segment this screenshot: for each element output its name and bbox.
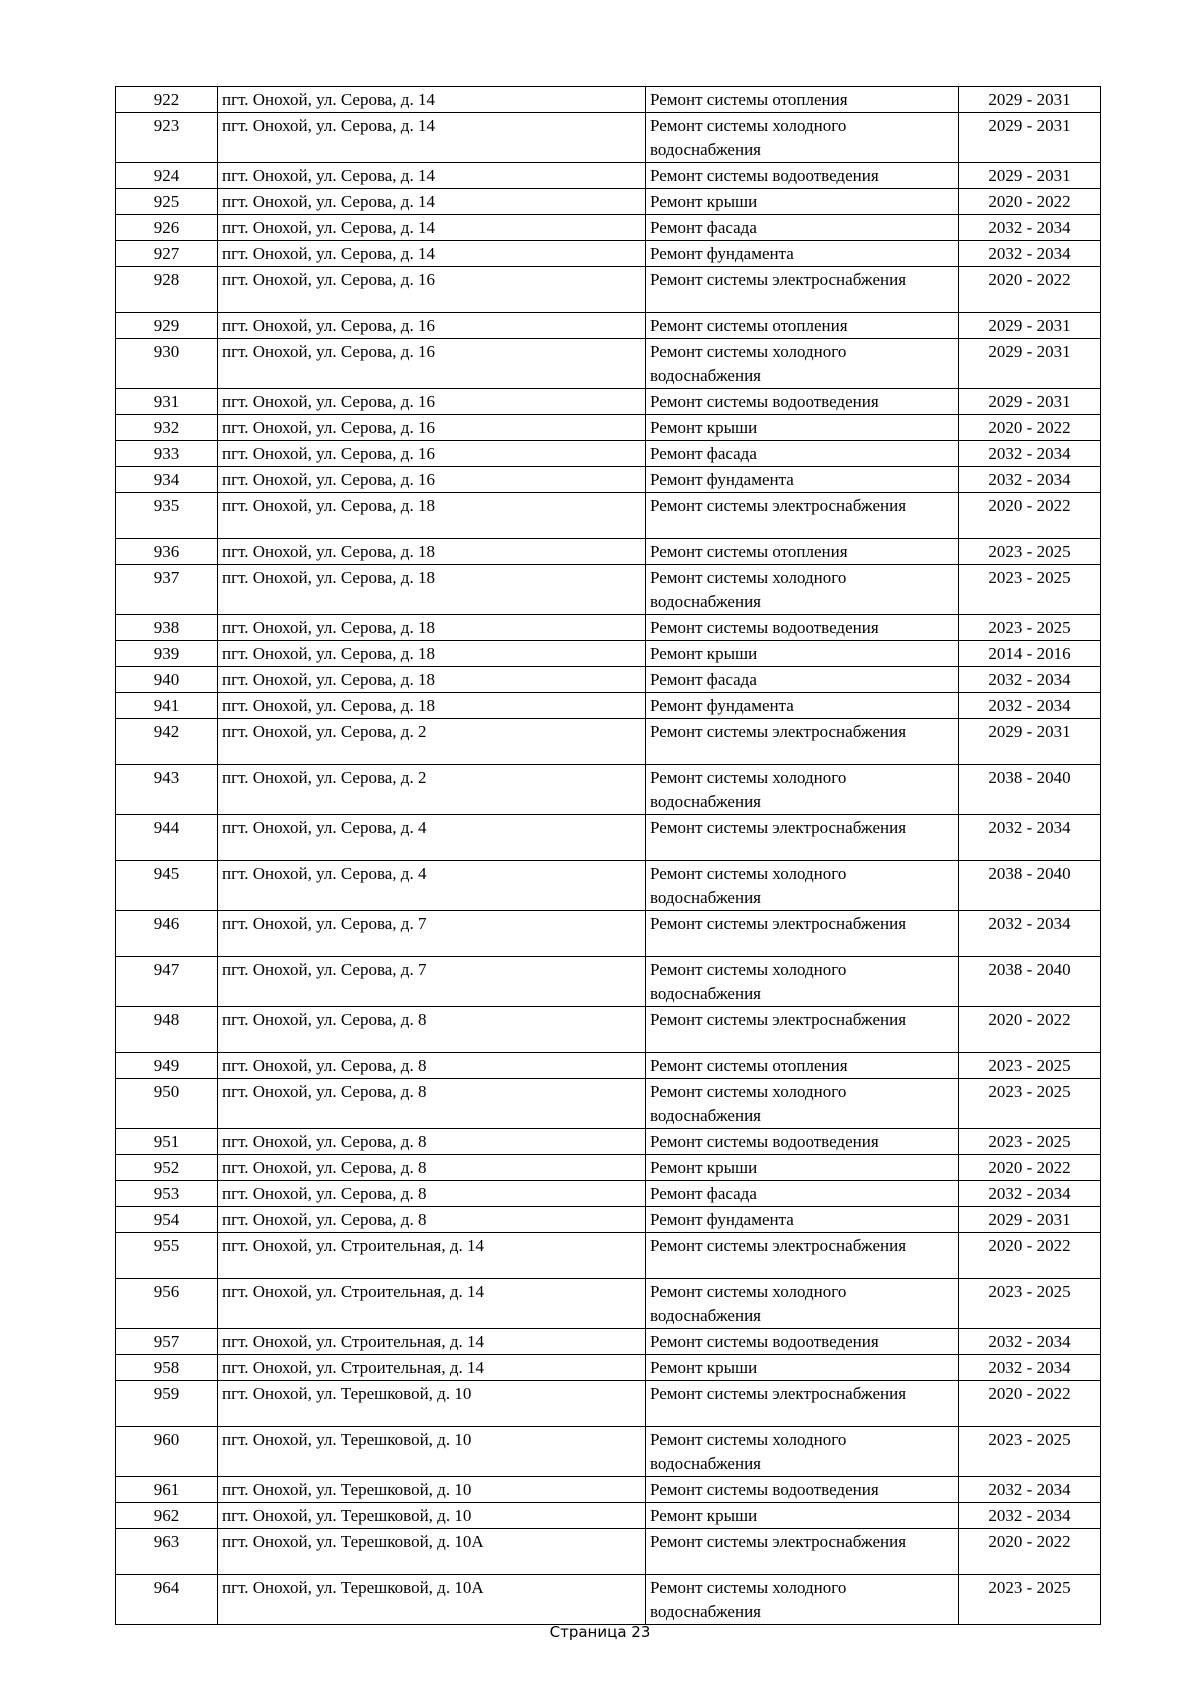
table-row (116, 189, 1101, 215)
table-row (116, 615, 1101, 641)
period-cell: 2038 - 2040 (959, 957, 1101, 1007)
table-row (116, 87, 1101, 113)
address-cell: пгт. Онохой, ул. Строительная, д. 14 (218, 1355, 646, 1381)
address-cell: пгт. Онохой, ул. Строительная, д. 14 (218, 1329, 646, 1355)
row-number-cell: 953 (116, 1181, 218, 1207)
address-cell: пгт. Онохой, ул. Серова, д. 18 (218, 539, 646, 565)
period-cell: 2032 - 2034 (959, 441, 1101, 467)
address-cell: пгт. Онохой, ул. Серова, д. 16 (218, 415, 646, 441)
work-type-cell: Ремонт системы отопления (646, 539, 959, 565)
address-cell: пгт. Онохой, ул. Серова, д. 7 (218, 957, 646, 1007)
table-row (116, 911, 1101, 957)
work-type-cell: Ремонт системы водоотведения (646, 1129, 959, 1155)
table-row (116, 1279, 1101, 1329)
table-row (116, 1053, 1101, 1079)
row-number-cell: 946 (116, 911, 218, 957)
address-cell: пгт. Онохой, ул. Серова, д. 16 (218, 267, 646, 313)
work-type-cell: Ремонт системы электроснабжения (646, 911, 959, 957)
table-row (116, 1575, 1101, 1625)
work-type-cell: Ремонт фасада (646, 667, 959, 693)
address-cell: пгт. Онохой, ул. Серова, д. 18 (218, 667, 646, 693)
table-row (116, 957, 1101, 1007)
table-row (116, 441, 1101, 467)
period-cell: 2029 - 2031 (959, 163, 1101, 189)
address-cell: пгт. Онохой, ул. Серова, д. 8 (218, 1007, 646, 1053)
work-type-cell: Ремонт системы холодного водоснабжения (646, 765, 959, 815)
page-number: Страница 23 (549, 1623, 651, 1641)
table-row (116, 1381, 1101, 1427)
table-row (116, 467, 1101, 493)
address-cell: пгт. Онохой, ул. Строительная, д. 14 (218, 1279, 646, 1329)
table-row (116, 493, 1101, 539)
row-number-cell: 960 (116, 1427, 218, 1477)
address-cell: пгт. Онохой, ул. Серова, д. 16 (218, 339, 646, 389)
table-row (116, 693, 1101, 719)
period-cell: 2032 - 2034 (959, 467, 1101, 493)
table-row (116, 765, 1101, 815)
address-cell: пгт. Онохой, ул. Серова, д. 8 (218, 1053, 646, 1079)
row-number-cell: 958 (116, 1355, 218, 1381)
row-number-cell: 951 (116, 1129, 218, 1155)
table-row (116, 313, 1101, 339)
address-cell: пгт. Онохой, ул. Серова, д. 8 (218, 1181, 646, 1207)
period-cell: 2020 - 2022 (959, 1007, 1101, 1053)
row-number-cell: 955 (116, 1233, 218, 1279)
row-number-cell: 922 (116, 87, 218, 113)
work-type-cell: Ремонт системы холодного водоснабжения (646, 1079, 959, 1129)
address-cell: пгт. Онохой, ул. Серова, д. 16 (218, 313, 646, 339)
period-cell: 2029 - 2031 (959, 719, 1101, 765)
work-type-cell: Ремонт фасада (646, 215, 959, 241)
table-row (116, 815, 1101, 861)
work-type-cell: Ремонт системы электроснабжения (646, 1529, 959, 1575)
row-number-cell: 949 (116, 1053, 218, 1079)
address-cell: пгт. Онохой, ул. Терешковой, д. 10А (218, 1529, 646, 1575)
row-number-cell: 962 (116, 1503, 218, 1529)
row-number-cell: 927 (116, 241, 218, 267)
row-number-cell: 926 (116, 215, 218, 241)
period-cell: 2029 - 2031 (959, 113, 1101, 163)
table-row (116, 1079, 1101, 1129)
row-number-cell: 940 (116, 667, 218, 693)
address-cell: пгт. Онохой, ул. Терешковой, д. 10 (218, 1503, 646, 1529)
address-cell: пгт. Онохой, ул. Серова, д. 18 (218, 641, 646, 667)
row-number-cell: 945 (116, 861, 218, 911)
table-row (116, 1207, 1101, 1233)
work-type-cell: Ремонт системы холодного водоснабжения (646, 861, 959, 911)
work-type-cell: Ремонт фасада (646, 1181, 959, 1207)
work-type-cell: Ремонт системы отопления (646, 313, 959, 339)
table-row (116, 641, 1101, 667)
row-number-cell: 925 (116, 189, 218, 215)
address-cell: пгт. Онохой, ул. Серова, д. 14 (218, 241, 646, 267)
address-cell: пгт. Онохой, ул. Терешковой, д. 10 (218, 1477, 646, 1503)
work-type-cell: Ремонт системы холодного водоснабжения (646, 1427, 959, 1477)
period-cell: 2029 - 2031 (959, 313, 1101, 339)
table-row (116, 1529, 1101, 1575)
period-cell: 2032 - 2034 (959, 815, 1101, 861)
address-cell: пгт. Онохой, ул. Строительная, д. 14 (218, 1233, 646, 1279)
period-cell: 2038 - 2040 (959, 765, 1101, 815)
row-number-cell: 964 (116, 1575, 218, 1625)
work-type-cell: Ремонт крыши (646, 641, 959, 667)
row-number-cell: 923 (116, 113, 218, 163)
work-type-cell: Ремонт системы электроснабжения (646, 493, 959, 539)
period-cell: 2023 - 2025 (959, 1575, 1101, 1625)
table-row (116, 163, 1101, 189)
table-row (116, 1355, 1101, 1381)
work-type-cell: Ремонт фасада (646, 441, 959, 467)
period-cell: 2032 - 2034 (959, 667, 1101, 693)
work-type-cell: Ремонт крыши (646, 1355, 959, 1381)
address-cell: пгт. Онохой, ул. Серова, д. 4 (218, 861, 646, 911)
work-type-cell: Ремонт крыши (646, 415, 959, 441)
period-cell: 2020 - 2022 (959, 189, 1101, 215)
period-cell: 2029 - 2031 (959, 1207, 1101, 1233)
work-type-cell: Ремонт фундамента (646, 693, 959, 719)
row-number-cell: 957 (116, 1329, 218, 1355)
address-cell: пгт. Онохой, ул. Серова, д. 14 (218, 113, 646, 163)
row-number-cell: 933 (116, 441, 218, 467)
address-cell: пгт. Онохой, ул. Серова, д. 2 (218, 719, 646, 765)
period-cell: 2032 - 2034 (959, 215, 1101, 241)
row-number-cell: 934 (116, 467, 218, 493)
address-cell: пгт. Онохой, ул. Серова, д. 8 (218, 1207, 646, 1233)
table-row (116, 1233, 1101, 1279)
address-cell: пгт. Онохой, ул. Терешковой, д. 10А (218, 1575, 646, 1625)
work-type-cell: Ремонт системы холодного водоснабжения (646, 565, 959, 615)
table-row (116, 113, 1101, 163)
address-cell: пгт. Онохой, ул. Серова, д. 14 (218, 163, 646, 189)
table-row (116, 1503, 1101, 1529)
period-cell: 2020 - 2022 (959, 1381, 1101, 1427)
table-row (116, 415, 1101, 441)
row-number-cell: 924 (116, 163, 218, 189)
period-cell: 2032 - 2034 (959, 911, 1101, 957)
work-type-cell: Ремонт системы водоотведения (646, 1477, 959, 1503)
period-cell: 2029 - 2031 (959, 389, 1101, 415)
work-type-cell: Ремонт системы отопления (646, 87, 959, 113)
period-cell: 2023 - 2025 (959, 539, 1101, 565)
work-type-cell: Ремонт системы холодного водоснабжения (646, 1575, 959, 1625)
period-cell: 2032 - 2034 (959, 241, 1101, 267)
work-type-cell: Ремонт системы холодного водоснабжения (646, 1279, 959, 1329)
table-row (116, 267, 1101, 313)
work-type-cell: Ремонт системы водоотведения (646, 163, 959, 189)
row-number-cell: 935 (116, 493, 218, 539)
table-row (116, 1477, 1101, 1503)
address-cell: пгт. Онохой, ул. Серова, д. 4 (218, 815, 646, 861)
period-cell: 2029 - 2031 (959, 339, 1101, 389)
period-cell: 2032 - 2034 (959, 1329, 1101, 1355)
table-row (116, 339, 1101, 389)
table-row (116, 1427, 1101, 1477)
work-type-cell: Ремонт системы электроснабжения (646, 719, 959, 765)
row-number-cell: 950 (116, 1079, 218, 1129)
row-number-cell: 939 (116, 641, 218, 667)
period-cell: 2014 - 2016 (959, 641, 1101, 667)
work-type-cell: Ремонт системы водоотведения (646, 1329, 959, 1355)
table-row (116, 565, 1101, 615)
period-cell: 2020 - 2022 (959, 493, 1101, 539)
work-type-cell: Ремонт системы отопления (646, 1053, 959, 1079)
period-cell: 2023 - 2025 (959, 1279, 1101, 1329)
period-cell: 2023 - 2025 (959, 565, 1101, 615)
work-type-cell: Ремонт системы электроснабжения (646, 1381, 959, 1427)
period-cell: 2023 - 2025 (959, 615, 1101, 641)
table-row (116, 215, 1101, 241)
row-number-cell: 928 (116, 267, 218, 313)
work-type-cell: Ремонт системы электроснабжения (646, 815, 959, 861)
row-number-cell: 941 (116, 693, 218, 719)
work-type-cell: Ремонт системы холодного водоснабжения (646, 113, 959, 163)
period-cell: 2038 - 2040 (959, 861, 1101, 911)
address-cell: пгт. Онохой, ул. Терешковой, д. 10 (218, 1381, 646, 1427)
row-number-cell: 932 (116, 415, 218, 441)
address-cell: пгт. Онохой, ул. Серова, д. 14 (218, 87, 646, 113)
period-cell: 2020 - 2022 (959, 415, 1101, 441)
work-type-cell: Ремонт фундамента (646, 241, 959, 267)
table-row (116, 389, 1101, 415)
repair-schedule-table (115, 86, 1101, 1625)
work-type-cell: Ремонт системы холодного водоснабжения (646, 339, 959, 389)
work-type-cell: Ремонт системы электроснабжения (646, 1233, 959, 1279)
table-row (116, 667, 1101, 693)
period-cell: 2032 - 2034 (959, 1355, 1101, 1381)
table-row (116, 1007, 1101, 1053)
period-cell: 2020 - 2022 (959, 267, 1101, 313)
period-cell: 2023 - 2025 (959, 1079, 1101, 1129)
row-number-cell: 944 (116, 815, 218, 861)
period-cell: 2032 - 2034 (959, 1477, 1101, 1503)
row-number-cell: 959 (116, 1381, 218, 1427)
address-cell: пгт. Онохой, ул. Серова, д. 7 (218, 911, 646, 957)
table-row (116, 719, 1101, 765)
table-row (116, 1129, 1101, 1155)
table-row (116, 861, 1101, 911)
row-number-cell: 930 (116, 339, 218, 389)
row-number-cell: 942 (116, 719, 218, 765)
row-number-cell: 963 (116, 1529, 218, 1575)
work-type-cell: Ремонт фундамента (646, 1207, 959, 1233)
period-cell: 2032 - 2034 (959, 693, 1101, 719)
period-cell: 2029 - 2031 (959, 87, 1101, 113)
row-number-cell: 956 (116, 1279, 218, 1329)
period-cell: 2020 - 2022 (959, 1233, 1101, 1279)
address-cell: пгт. Онохой, ул. Серова, д. 18 (218, 615, 646, 641)
table-row (116, 539, 1101, 565)
address-cell: пгт. Онохой, ул. Серова, д. 18 (218, 493, 646, 539)
address-cell: пгт. Онохой, ул. Серова, д. 16 (218, 389, 646, 415)
work-type-cell: Ремонт крыши (646, 1503, 959, 1529)
row-number-cell: 961 (116, 1477, 218, 1503)
work-type-cell: Ремонт фундамента (646, 467, 959, 493)
work-type-cell: Ремонт системы холодного водоснабжения (646, 957, 959, 1007)
address-cell: пгт. Онохой, ул. Серова, д. 8 (218, 1155, 646, 1181)
row-number-cell: 938 (116, 615, 218, 641)
row-number-cell: 931 (116, 389, 218, 415)
address-cell: пгт. Онохой, ул. Серова, д. 18 (218, 565, 646, 615)
work-type-cell: Ремонт системы водоотведения (646, 389, 959, 415)
work-type-cell: Ремонт системы электроснабжения (646, 1007, 959, 1053)
period-cell: 2020 - 2022 (959, 1155, 1101, 1181)
table-row (116, 1329, 1101, 1355)
table-row (116, 241, 1101, 267)
address-cell: пгт. Онохой, ул. Серова, д. 16 (218, 441, 646, 467)
address-cell: пгт. Онохой, ул. Серова, д. 18 (218, 693, 646, 719)
row-number-cell: 937 (116, 565, 218, 615)
row-number-cell: 948 (116, 1007, 218, 1053)
row-number-cell: 943 (116, 765, 218, 815)
period-cell: 2032 - 2034 (959, 1181, 1101, 1207)
work-type-cell: Ремонт системы водоотведения (646, 615, 959, 641)
address-cell: пгт. Онохой, ул. Серова, д. 8 (218, 1129, 646, 1155)
row-number-cell: 929 (116, 313, 218, 339)
period-cell: 2023 - 2025 (959, 1129, 1101, 1155)
work-type-cell: Ремонт системы электроснабжения (646, 267, 959, 313)
row-number-cell: 954 (116, 1207, 218, 1233)
address-cell: пгт. Онохой, ул. Терешковой, д. 10 (218, 1427, 646, 1477)
address-cell: пгт. Онохой, ул. Серова, д. 14 (218, 189, 646, 215)
row-number-cell: 952 (116, 1155, 218, 1181)
period-cell: 2020 - 2022 (959, 1529, 1101, 1575)
address-cell: пгт. Онохой, ул. Серова, д. 8 (218, 1079, 646, 1129)
table-row (116, 1181, 1101, 1207)
table-body (116, 87, 1101, 1625)
address-cell: пгт. Онохой, ул. Серова, д. 2 (218, 765, 646, 815)
address-cell: пгт. Онохой, ул. Серова, д. 14 (218, 215, 646, 241)
table-row (116, 1155, 1101, 1181)
row-number-cell: 947 (116, 957, 218, 1007)
row-number-cell: 936 (116, 539, 218, 565)
period-cell: 2023 - 2025 (959, 1053, 1101, 1079)
period-cell: 2023 - 2025 (959, 1427, 1101, 1477)
period-cell: 2032 - 2034 (959, 1503, 1101, 1529)
address-cell: пгт. Онохой, ул. Серова, д. 16 (218, 467, 646, 493)
work-type-cell: Ремонт крыши (646, 1155, 959, 1181)
work-type-cell: Ремонт крыши (646, 189, 959, 215)
